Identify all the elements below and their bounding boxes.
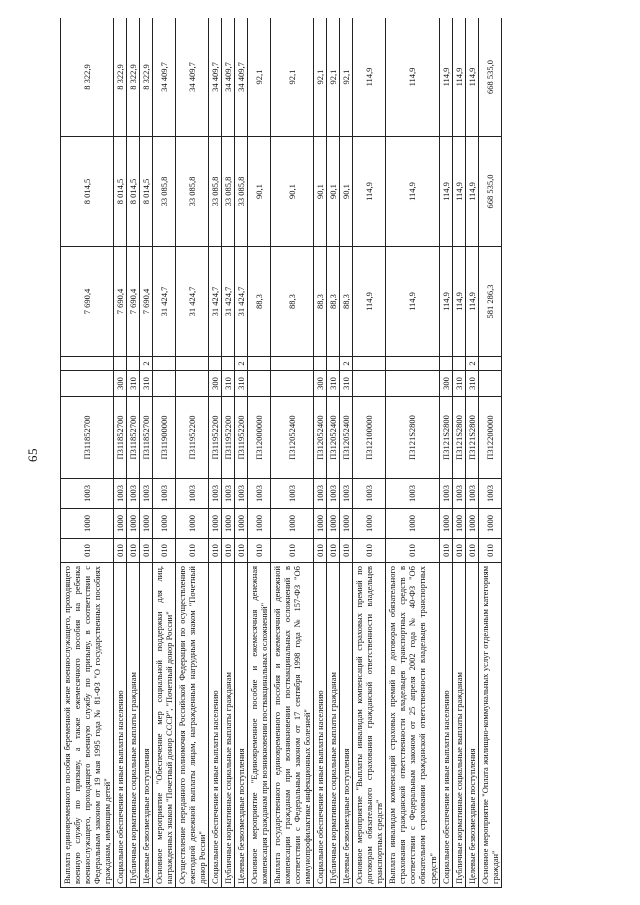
cell-amount-year1: 88,3 (340, 247, 353, 357)
cell-grbs-code: 010 (176, 539, 209, 563)
table-row (61, 18, 114, 888)
cell-amount-year3: 34 409,7 (153, 18, 176, 137)
cell-subsection-code: 1003 (209, 479, 222, 509)
cell-amount-year1: 114,9 (386, 247, 439, 357)
cell-amount-year2: 114,9 (439, 137, 452, 247)
cell-grbs-code: 010 (114, 539, 127, 563)
table-row (176, 18, 209, 888)
cell-expense-type: 310 (222, 371, 235, 397)
cell-target-article: П312052400 (314, 397, 327, 479)
cell-amount-year3: 34 409,7 (235, 18, 248, 137)
cell-target-article: П312000000 (248, 397, 271, 479)
cell-amount-year3: 34 409,7 (222, 18, 235, 137)
cell-grbs-code: 010 (235, 539, 248, 563)
table-row (222, 18, 235, 888)
cell-expense-type (271, 371, 314, 397)
cell-name: Публичные нормативные социальные выплаты гражданам (452, 563, 465, 888)
cell-subsection-code: 1003 (478, 479, 501, 509)
cell-section-code: 1000 (235, 509, 248, 539)
cell-expense-type (478, 371, 501, 397)
cell-grbs-code: 010 (61, 539, 114, 563)
cell-section-code: 1000 (353, 509, 386, 539)
cell-expense-type: 300 (314, 371, 327, 397)
cell-amount-year3: 8 322,9 (61, 18, 114, 137)
table-row (114, 18, 127, 888)
cell-target-article: П311852700 (127, 397, 140, 479)
cell-subsection-code: 1003 (235, 479, 248, 509)
cell-amount-year1: 31 424,7 (235, 247, 248, 357)
cell-source-code (353, 357, 386, 371)
cell-amount-year2: 33 085,8 (176, 137, 209, 247)
cell-expense-type: 310 (340, 371, 353, 397)
page-number: 65 (25, 448, 40, 462)
cell-amount-year3: 114,9 (439, 18, 452, 137)
cell-subsection-code: 1003 (327, 479, 340, 509)
cell-amount-year2: 668 535,0 (478, 137, 501, 247)
cell-amount-year2: 8 014,5 (114, 137, 127, 247)
cell-source-code (176, 357, 209, 371)
cell-section-code: 1000 (386, 509, 439, 539)
cell-name: Основное мероприятие "Единовременное пособие и ежемесячная денежная компенсация гражданам при возникновении поствакцинальных осложнений" (248, 563, 271, 888)
cell-expense-type (386, 371, 439, 397)
cell-subsection-code: 1003 (222, 479, 235, 509)
cell-source-code (271, 357, 314, 371)
cell-grbs-code: 010 (327, 539, 340, 563)
table-row (452, 18, 465, 888)
cell-target-article: П312200000 (478, 397, 501, 479)
cell-amount-year2: 114,9 (353, 137, 386, 247)
cell-amount-year1: 114,9 (353, 247, 386, 357)
cell-expense-type (153, 371, 176, 397)
table-row (478, 18, 501, 888)
cell-section-code: 1000 (114, 509, 127, 539)
cell-subsection-code: 1003 (127, 479, 140, 509)
cell-name: Социальное обеспечение и иные выплаты населению (314, 563, 327, 888)
cell-amount-year1: 114,9 (452, 247, 465, 357)
cell-subsection-code: 1003 (153, 479, 176, 509)
cell-amount-year3: 34 409,7 (209, 18, 222, 137)
table-row (340, 18, 353, 888)
cell-amount-year2: 114,9 (465, 137, 478, 247)
cell-expense-type: 310 (140, 371, 153, 397)
cell-subsection-code: 1003 (271, 479, 314, 509)
cell-expense-type: 300 (209, 371, 222, 397)
cell-amount-year1: 114,9 (465, 247, 478, 357)
cell-target-article: П311952200 (222, 397, 235, 479)
document-page (60, 18, 610, 888)
cell-amount-year2: 33 085,8 (209, 137, 222, 247)
cell-subsection-code: 1003 (61, 479, 114, 509)
cell-amount-year2: 33 085,8 (153, 137, 176, 247)
cell-name: Основное мероприятие "Обеспечение мер социальной поддержки для лиц, награжденных знаком "Почетный донор СССР", "Почетный донор России" (153, 563, 176, 888)
cell-amount-year2: 8 014,5 (61, 137, 114, 247)
cell-amount-year3: 92,1 (248, 18, 271, 137)
cell-source-code (153, 357, 176, 371)
cell-amount-year1: 88,3 (327, 247, 340, 357)
cell-amount-year1: 114,9 (439, 247, 452, 357)
cell-name: Выплата государственного единовременного пособия и ежемесячной денежной компенсации гражданам при возникновении поствакцинальных осложнений в соответствии с Федеральным законом от 17 сентября 1998 года № 157-ФЗ "Об иммунопрофилактике инфекционных болезней" (271, 563, 314, 888)
cell-target-article: П312052400 (327, 397, 340, 479)
cell-source-code (61, 357, 114, 371)
cell-subsection-code: 1003 (452, 479, 465, 509)
cell-target-article: П311852700 (61, 397, 114, 479)
cell-grbs-code: 010 (386, 539, 439, 563)
cell-subsection-code: 1003 (114, 479, 127, 509)
cell-amount-year1: 7 690,4 (114, 247, 127, 357)
cell-name: Осуществление переданного полномочия Российской Федерации по осуществлению ежегодной денежной выплаты лицам, награжденным нагрудным знаком "Почетный донор России" (176, 563, 209, 888)
cell-section-code: 1000 (439, 509, 452, 539)
table-row (271, 18, 314, 888)
cell-amount-year1: 31 424,7 (209, 247, 222, 357)
cell-source-code (114, 357, 127, 371)
cell-amount-year2: 90,1 (314, 137, 327, 247)
cell-target-article: П311952200 (235, 397, 248, 479)
cell-subsection-code: 1003 (465, 479, 478, 509)
cell-subsection-code: 1003 (140, 479, 153, 509)
cell-name: Выплата единовременного пособия беременной жене военнослужащего, проходящего военную службу по призыву, а также ежемесячного пособия на ребенка военнослужащего, проходящего военную службу по призыву, в соответствии с Федеральным законом от 19 мая 1995 года № 81-ФЗ "О государственных пособиях гражданам, имеющим детей" (61, 563, 114, 888)
cell-expense-type (61, 371, 114, 397)
cell-expense-type: 310 (235, 371, 248, 397)
cell-amount-year3: 114,9 (452, 18, 465, 137)
cell-amount-year1: 581 286,3 (478, 247, 501, 357)
cell-name: Социальное обеспечение и иные выплаты населению (209, 563, 222, 888)
cell-target-article: П311952200 (209, 397, 222, 479)
cell-amount-year2: 33 085,8 (235, 137, 248, 247)
cell-source-code: 2 (340, 357, 353, 371)
cell-section-code: 1000 (314, 509, 327, 539)
cell-amount-year3: 92,1 (327, 18, 340, 137)
table-row (439, 18, 452, 888)
cell-amount-year1: 31 424,7 (153, 247, 176, 357)
table-row (327, 18, 340, 888)
cell-amount-year2: 8 014,5 (127, 137, 140, 247)
cell-amount-year3: 114,9 (386, 18, 439, 137)
cell-expense-type: 310 (127, 371, 140, 397)
cell-source-code: 2 (465, 357, 478, 371)
cell-source-code (248, 357, 271, 371)
cell-amount-year3: 114,9 (465, 18, 478, 137)
cell-section-code: 1000 (222, 509, 235, 539)
cell-amount-year3: 8 322,9 (114, 18, 127, 137)
cell-target-article: П3121S2800 (439, 397, 452, 479)
cell-expense-type: 300 (114, 371, 127, 397)
table-row (248, 18, 271, 888)
cell-expense-type: 300 (439, 371, 452, 397)
table-row (153, 18, 176, 888)
cell-amount-year1: 7 690,4 (140, 247, 153, 357)
cell-amount-year3: 8 322,9 (127, 18, 140, 137)
cell-amount-year1: 7 690,4 (127, 247, 140, 357)
cell-grbs-code: 010 (353, 539, 386, 563)
cell-amount-year2: 90,1 (248, 137, 271, 247)
cell-name: Социальное обеспечение и иные выплаты населению (114, 563, 127, 888)
cell-source-code (478, 357, 501, 371)
cell-source-code (386, 357, 439, 371)
cell-section-code: 1000 (209, 509, 222, 539)
cell-name: Целевые безвозмездные поступления (465, 563, 478, 888)
cell-grbs-code: 010 (478, 539, 501, 563)
cell-grbs-code: 010 (439, 539, 452, 563)
cell-amount-year1: 88,3 (314, 247, 327, 357)
cell-grbs-code: 010 (222, 539, 235, 563)
cell-subsection-code: 1003 (353, 479, 386, 509)
cell-subsection-code: 1003 (176, 479, 209, 509)
cell-amount-year2: 8 014,5 (140, 137, 153, 247)
cell-target-article: П3121S2800 (465, 397, 478, 479)
cell-amount-year1: 88,3 (271, 247, 314, 357)
cell-section-code: 1000 (176, 509, 209, 539)
cell-amount-year2: 33 085,8 (222, 137, 235, 247)
cell-source-code (439, 357, 452, 371)
cell-subsection-code: 1003 (248, 479, 271, 509)
cell-amount-year1: 7 690,4 (61, 247, 114, 357)
cell-subsection-code: 1003 (340, 479, 353, 509)
cell-section-code: 1000 (153, 509, 176, 539)
cell-grbs-code: 010 (209, 539, 222, 563)
cell-section-code: 1000 (127, 509, 140, 539)
cell-grbs-code: 010 (452, 539, 465, 563)
table-row (386, 18, 439, 888)
cell-name: Целевые безвозмездные поступления (140, 563, 153, 888)
cell-amount-year2: 90,1 (340, 137, 353, 247)
cell-section-code: 1000 (140, 509, 153, 539)
cell-source-code (209, 357, 222, 371)
cell-amount-year3: 34 409,7 (176, 18, 209, 137)
budget-table (60, 18, 502, 888)
cell-source-code (127, 357, 140, 371)
cell-subsection-code: 1003 (439, 479, 452, 509)
cell-name: Основное мероприятие "Выплаты инвалидам компенсаций страховых премий по договорам обязательного страхования гражданской ответственности владельцев транспортных средств" (353, 563, 386, 888)
cell-source-code (222, 357, 235, 371)
cell-grbs-code: 010 (153, 539, 176, 563)
cell-amount-year3: 92,1 (271, 18, 314, 137)
cell-section-code: 1000 (271, 509, 314, 539)
cell-section-code: 1000 (452, 509, 465, 539)
cell-name: Публичные нормативные социальные выплаты гражданам (222, 563, 235, 888)
cell-grbs-code: 010 (127, 539, 140, 563)
cell-target-article: П312052400 (271, 397, 314, 479)
cell-section-code: 1000 (327, 509, 340, 539)
cell-grbs-code: 010 (340, 539, 353, 563)
cell-expense-type: 310 (452, 371, 465, 397)
cell-expense-type (176, 371, 209, 397)
cell-amount-year2: 90,1 (271, 137, 314, 247)
cell-name: Публичные нормативные социальные выплаты гражданам (127, 563, 140, 888)
cell-amount-year2: 90,1 (327, 137, 340, 247)
cell-section-code: 1000 (61, 509, 114, 539)
cell-expense-type: 310 (327, 371, 340, 397)
cell-amount-year2: 114,9 (452, 137, 465, 247)
cell-grbs-code: 010 (248, 539, 271, 563)
cell-name: Публичные нормативные социальные выплаты гражданам (327, 563, 340, 888)
cell-section-code: 1000 (340, 509, 353, 539)
cell-section-code: 1000 (478, 509, 501, 539)
cell-amount-year3: 92,1 (314, 18, 327, 137)
cell-amount-year2: 114,9 (386, 137, 439, 247)
cell-expense-type: 310 (465, 371, 478, 397)
table-row (235, 18, 248, 888)
cell-source-code: 2 (235, 357, 248, 371)
rotated-table-container (60, 18, 610, 888)
cell-target-article: П312052400 (340, 397, 353, 479)
table-row (465, 18, 478, 888)
cell-amount-year1: 31 424,7 (176, 247, 209, 357)
table-row (140, 18, 153, 888)
cell-name: Выплата инвалидам компенсаций страховых премий по договорам обязательного страхования гражданской ответственности владельцев транспортных средств в соответствии с Федеральным законом от 25 апреля 2002 года № 40-ФЗ "Об обязательном страховании гражданской ответственности владельцев транспортных средств" (386, 563, 439, 888)
cell-grbs-code: 010 (314, 539, 327, 563)
cell-source-code (327, 357, 340, 371)
table-row (127, 18, 140, 888)
cell-grbs-code: 010 (271, 539, 314, 563)
cell-amount-year3: 668 535,0 (478, 18, 501, 137)
cell-name: Социальное обеспечение и иные выплаты населению (439, 563, 452, 888)
cell-amount-year3: 8 322,9 (140, 18, 153, 137)
cell-amount-year1: 31 424,7 (222, 247, 235, 357)
cell-amount-year3: 114,9 (353, 18, 386, 137)
cell-target-article: П3121S2800 (452, 397, 465, 479)
cell-name: Целевые безвозмездные поступления (340, 563, 353, 888)
cell-target-article: П311852700 (140, 397, 153, 479)
cell-subsection-code: 1003 (314, 479, 327, 509)
cell-target-article: П3121S2800 (386, 397, 439, 479)
cell-target-article: П311900000 (153, 397, 176, 479)
cell-grbs-code: 010 (465, 539, 478, 563)
cell-amount-year3: 92,1 (340, 18, 353, 137)
cell-subsection-code: 1003 (386, 479, 439, 509)
cell-source-code (452, 357, 465, 371)
cell-target-article: П311952200 (176, 397, 209, 479)
cell-amount-year1: 88,3 (248, 247, 271, 357)
cell-grbs-code: 010 (140, 539, 153, 563)
cell-target-article: П311852700 (114, 397, 127, 479)
table-row (314, 18, 327, 888)
cell-target-article: П312100000 (353, 397, 386, 479)
cell-expense-type (353, 371, 386, 397)
cell-source-code: 2 (140, 357, 153, 371)
cell-source-code (314, 357, 327, 371)
cell-section-code: 1000 (248, 509, 271, 539)
table-row (353, 18, 386, 888)
table-row (209, 18, 222, 888)
cell-name: Основное мероприятие "Оплата жилищно-коммунальных услуг отдельным категориям граждан" (478, 563, 501, 888)
cell-section-code: 1000 (465, 509, 478, 539)
cell-name: Целевые безвозмездные поступления (235, 563, 248, 888)
cell-expense-type (248, 371, 271, 397)
